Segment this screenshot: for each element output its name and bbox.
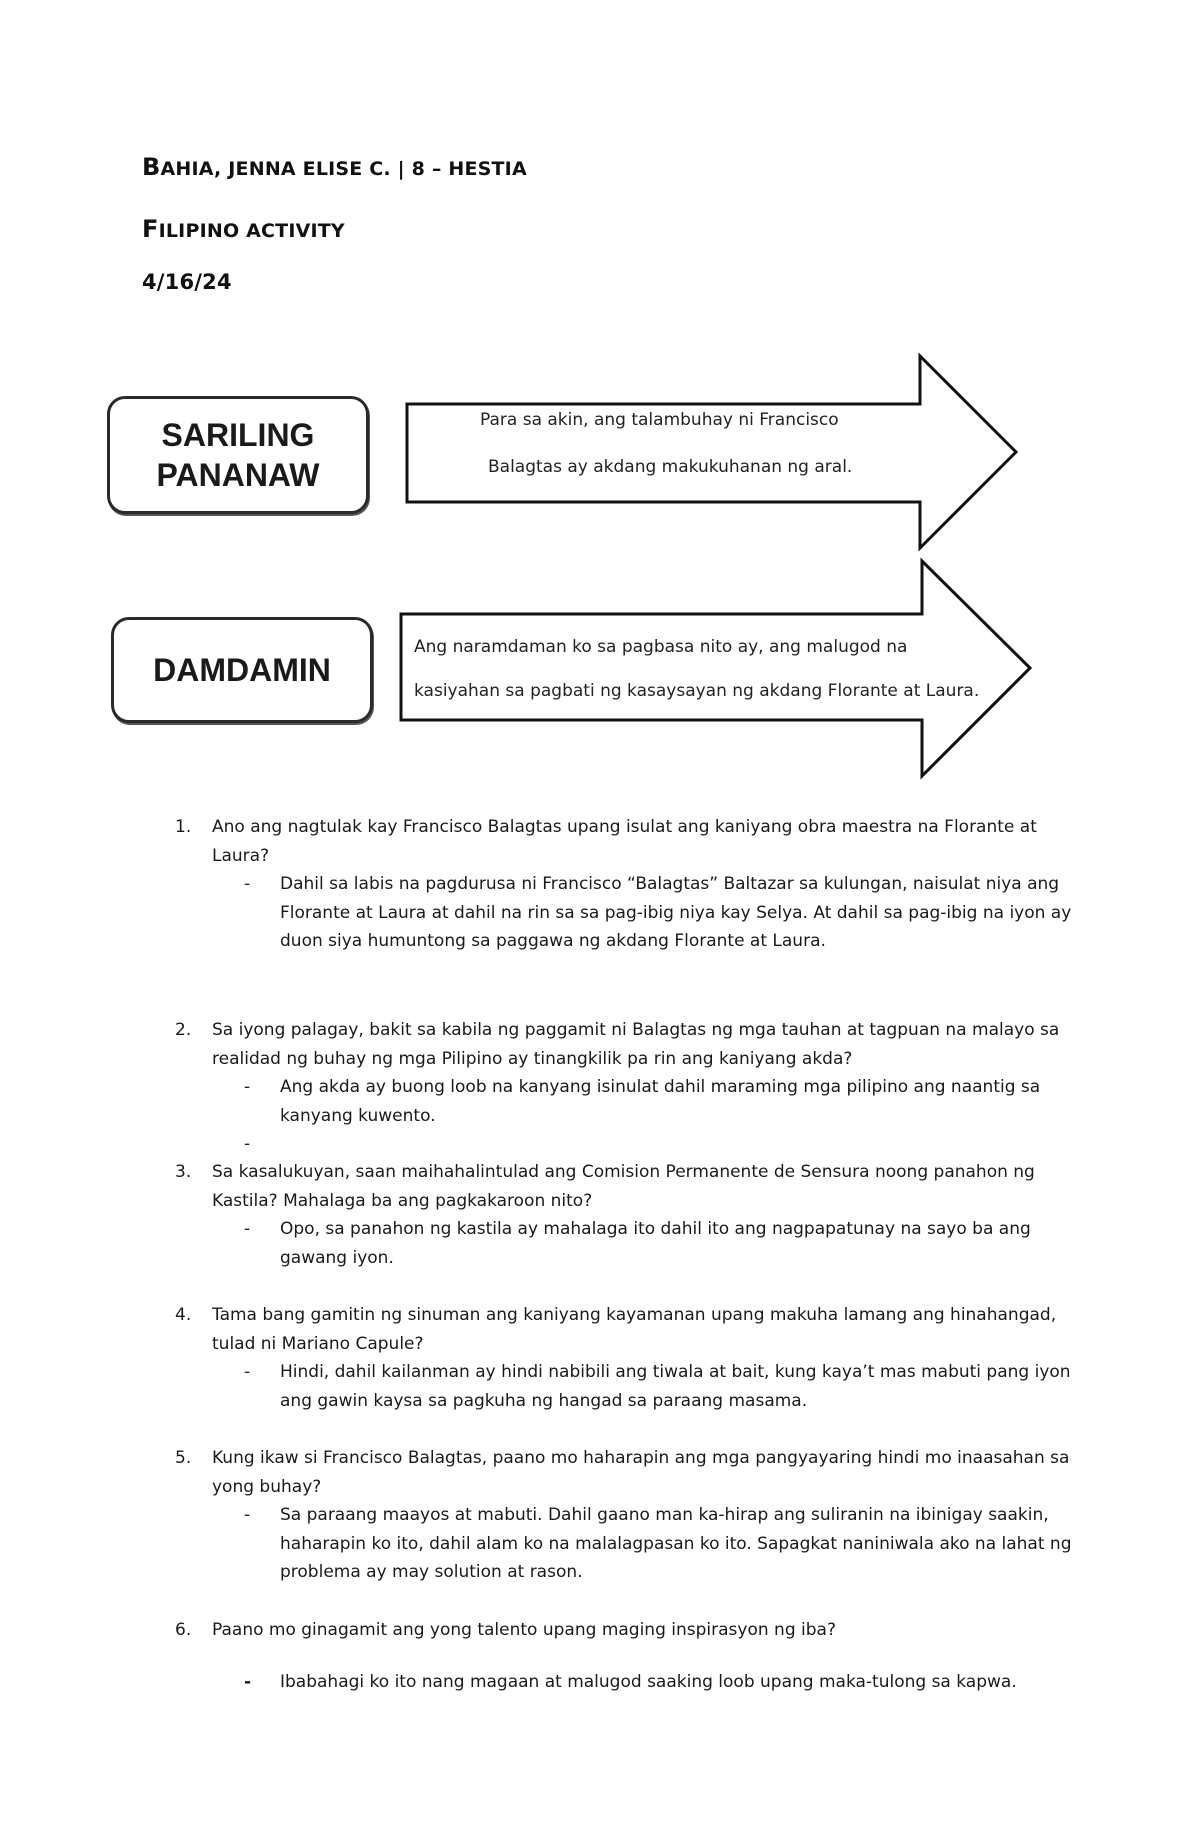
answer-dash: - <box>244 1077 251 1097</box>
sariling-label-line2: PANANAW <box>156 457 320 493</box>
damdamin-box <box>111 617 373 723</box>
subject-rest: ILIPINO ACTIVITY <box>158 220 345 242</box>
question-number: 1. <box>175 817 192 837</box>
question-number: 6. <box>175 1620 192 1640</box>
name-initial: B <box>142 153 161 181</box>
answer-body: Sa paraang maayos at mabuti. Dahil gaano man ka-hirap ang suliranin na ibinigay saakin, haharapin ko ito, dahil alam ko na malalagpasan ko ito. Sapagkat naniniwala ako na lahat ng problema ay may solution at rason. <box>280 1505 1072 1582</box>
answer-body: Ang akda ay buong loob na kanyang isinulat dahil maraming mga pilipino ang naantig sa kanyang kuwento. <box>280 1077 1041 1126</box>
answer-text <box>175 1668 1075 1697</box>
question-item-1 <box>175 813 1075 956</box>
question-number: 3. <box>175 1162 192 1182</box>
date-line: 4/16/24 <box>142 270 232 294</box>
question-text <box>175 1616 1075 1645</box>
question-item-4 <box>175 1301 1075 1415</box>
question-text <box>175 813 1075 870</box>
question-body: Tama bang gamitin ng sinuman ang kaniyang kayamanan upang makuha lamang ang hinahangad, tulad ni Mariano Capule? <box>212 1305 1057 1354</box>
question-text <box>175 1301 1075 1358</box>
question-body: Ano ang nagtulak kay Francisco Balagtas upang isulat ang kaniyang obra maestra na Florante at Laura? <box>212 817 1037 866</box>
question-body: Sa iyong palagay, bakit sa kabila ng paggamit ni Balagtas ng mga tauhan at tagpuan na malayo sa realidad ng buhay ng mga Pilipino ay tinangkilik pa rin ang kaniyang akda? <box>212 1020 1060 1069</box>
question-item-2 <box>175 1016 1075 1130</box>
sariling-arrow-shape <box>407 356 1016 548</box>
damdamin-arrow-shape <box>401 561 1030 776</box>
answer-dash: - <box>244 1362 251 1382</box>
sariling-arrow-text-2: Balagtas ay akdang makukuhanan ng aral. <box>488 457 853 477</box>
question-text <box>175 1016 1075 1073</box>
answer-text <box>175 1073 1075 1130</box>
question-item-5 <box>175 1444 1075 1587</box>
answer-dash: - <box>244 874 251 894</box>
answer-dash: - <box>244 1505 251 1525</box>
question-text <box>175 1444 1075 1501</box>
damdamin-arrow-text-1: Ang naramdaman ko sa pagbasa nito ay, ang malugod na <box>414 637 908 657</box>
answer-body: Dahil sa labis na pagdurusa ni Francisco “Balagtas” Baltazar sa kulungan, naisulat niya ang Florante at Laura at dahil na rin sa sa pag-ibig niya kay Selya. At dahil sa pag-ibig na iyon ay duon siya humuntong sa paggawa ng akdang Florante at Laura. <box>280 874 1072 951</box>
question-number: 5. <box>175 1448 192 1468</box>
answer-body: Opo, sa panahon ng kastila ay mahalaga ito dahil ito ang nagpapatunay na sayo ba ang gawang iyon. <box>280 1219 1031 1268</box>
sariling-pananaw-box <box>107 396 369 514</box>
subject-initial: F <box>142 215 159 243</box>
answer-text <box>175 1215 1075 1272</box>
damdamin-label: DAMDAMIN <box>153 652 331 688</box>
sariling-arrow-text-1: Para sa akin, ang talambuhay ni Francisco <box>480 410 839 430</box>
name-rest: AHIA, JENNA ELISE C. | 8 – HESTIA <box>160 158 527 180</box>
question-body: Paano mo ginagamit ang yong talento upang maging inspirasyon ng iba? <box>212 1620 836 1640</box>
answer-text <box>175 870 1075 956</box>
question-item-3 <box>175 1158 1075 1272</box>
answer-body: Hindi, dahil kailanman ay hindi nabibili ang tiwala at bait, kung kaya’t mas mabuti pang iyon ang gawin kaysa sa pagkuha ng hangad sa paraang masama. <box>280 1362 1071 1411</box>
question-number: 4. <box>175 1305 192 1325</box>
question-body: Kung ikaw si Francisco Balagtas, paano mo haharapin ang mga pangyayaring hindi mo inaasahan sa yong buhay? <box>212 1448 1070 1497</box>
answer-item-6 <box>175 1668 1075 1697</box>
question-number: 2. <box>175 1020 192 1040</box>
answer-body: Ibabahagi ko ito nang magaan at malugod saaking loob upang maka-tulong sa kapwa. <box>280 1672 1017 1692</box>
question-item-6 <box>175 1616 1075 1645</box>
answer-dash: - <box>244 1134 251 1154</box>
answer-dash: - <box>244 1672 252 1692</box>
question-body: Sa kasalukuyan, saan maihahalintulad ang Comision Permanente de Sensura noong panahon ng Kastila? Mahalaga ba ang pagkakaroon nito? <box>212 1162 1035 1211</box>
answer-text <box>175 1358 1075 1415</box>
question-text <box>175 1158 1075 1215</box>
answer-text <box>175 1501 1075 1587</box>
sariling-label-line1: SARILING <box>161 417 315 453</box>
damdamin-arrow-text-2: kasiyahan sa pagbati ng kasaysayan ng akdang Florante at Laura. <box>414 681 980 701</box>
answer-dash: - <box>244 1219 251 1239</box>
